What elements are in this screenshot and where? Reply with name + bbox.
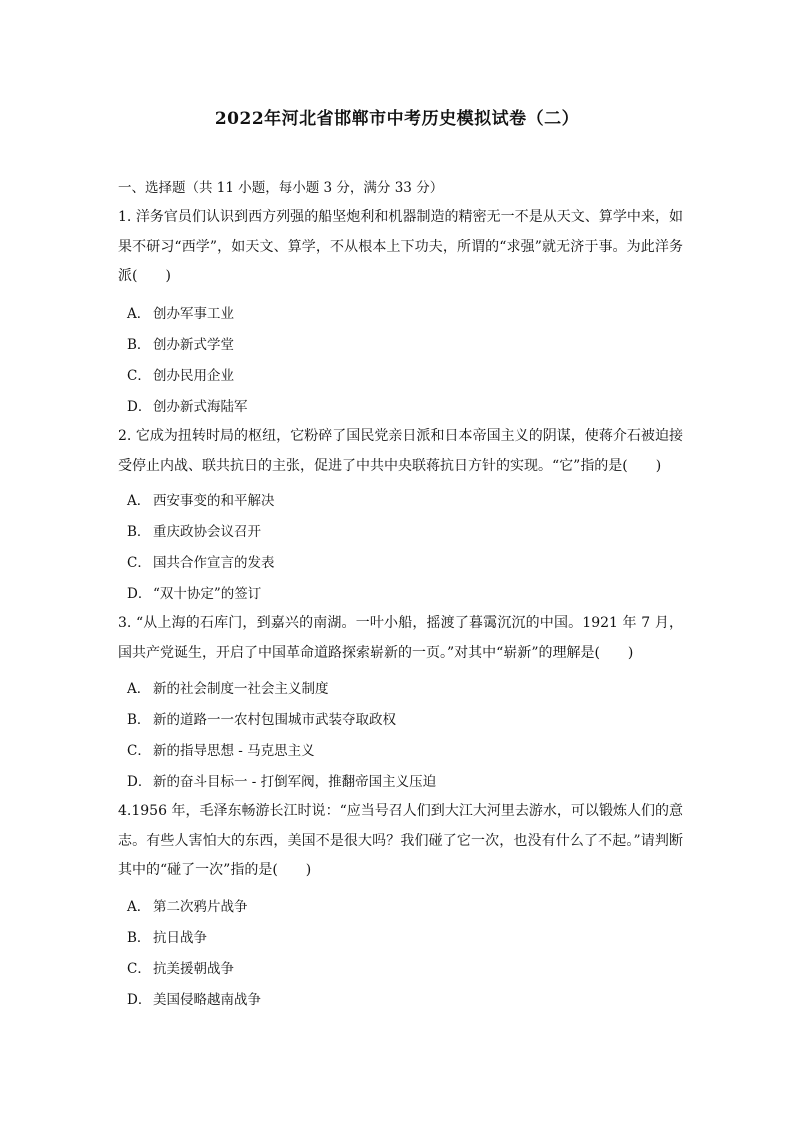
question-3-option-a[interactable] <box>127 677 329 697</box>
question-4-option-a[interactable] <box>127 895 248 915</box>
option-letter: D． <box>127 774 152 790</box>
option-text: 西安事变的和平解决 <box>153 493 275 509</box>
option-text: 第二次鸦片战争 <box>153 899 248 915</box>
option-letter: A． <box>127 681 151 697</box>
option-letter: A． <box>127 493 151 509</box>
question-1-option-d[interactable] <box>127 395 248 415</box>
option-letter: C． <box>127 743 151 759</box>
question-2-text: 2. 它成为扭转时局的枢纽，它粉碎了国民党亲日派和日本帝国主义的阴谋，使蒋介石被迫接受停止内战、联共抗日的主张，促进了中共中央联蒋抗日方针的实现。“它”指的是( ) <box>118 428 683 474</box>
question-2-option-b[interactable] <box>127 520 261 540</box>
option-letter: D． <box>127 586 152 602</box>
option-letter: C． <box>127 368 151 384</box>
option-text: 抗日战争 <box>153 930 207 946</box>
question-2-option-d[interactable] <box>127 582 261 602</box>
exam-title: 2022年河北省邯郸市中考历史模拟试卷（二） <box>214 109 580 129</box>
option-text: 创办民用企业 <box>153 368 234 384</box>
question-1-text: 1. 洋务官员们认识到西方列强的船坚炮利和机器制造的精密无一不是从天文、算学中来，如果不研习“西学”，如天文、算学，不从根本上下功夫，所谓的“求强”就无济于事。为此洋务派( ) <box>118 209 683 284</box>
question-3-option-b[interactable] <box>127 708 396 728</box>
option-text: 创办新式学堂 <box>153 337 234 353</box>
question-1-option-b[interactable] <box>127 333 234 353</box>
option-letter: A． <box>127 306 151 322</box>
option-text: 新的奋斗目标一 - 打倒军阀，推翻帝国主义压迫 <box>153 774 437 790</box>
option-letter: B． <box>127 930 151 946</box>
question-3-option-d[interactable] <box>127 770 436 790</box>
question-4-option-c[interactable] <box>127 957 234 977</box>
option-letter: B． <box>127 712 151 728</box>
option-letter: B． <box>127 524 151 540</box>
option-letter: A． <box>127 899 151 915</box>
option-text: 国共合作宣言的发表 <box>153 555 275 571</box>
option-text: 重庆政协会议召开 <box>153 524 261 540</box>
option-text: 新的指导思想 - 马克思主义 <box>153 743 315 759</box>
option-text: 美国侵略越南战争 <box>153 992 261 1008</box>
option-text: 创办新式海陆军 <box>153 399 248 415</box>
option-text: 新的道路一一农村包围城市武装夺取政权 <box>153 712 396 728</box>
question-3-option-c[interactable] <box>127 739 315 759</box>
question-2-option-a[interactable] <box>127 489 275 509</box>
option-text: 抗美援朝战争 <box>153 961 234 977</box>
option-letter: D． <box>127 992 152 1008</box>
option-text: “双十协定”的签订 <box>153 586 262 602</box>
question-4-option-b[interactable] <box>127 926 207 946</box>
option-text: 创办军事工业 <box>153 306 234 322</box>
option-text: 新的社会制度一社会主义制度 <box>153 681 329 697</box>
question-1-option-c[interactable] <box>127 364 234 384</box>
question-3-text: 3. “从上海的石库门，到嘉兴的南湖。一叶小船，摇渡了暮霭沉沉的中国。1921 年 7 月，国共产党诞生，开启了中国革命道路探索崭新的一页。”对其中“崭新”的理解是( ) <box>118 615 683 661</box>
option-letter: B． <box>127 337 151 353</box>
option-letter: D． <box>127 399 152 415</box>
question-4-option-d[interactable] <box>127 988 261 1008</box>
option-letter: C． <box>127 555 151 571</box>
section-heading: 一、选择题（共 11 小题，每小题 3 分，满分 33 分） <box>118 180 444 196</box>
option-letter: C． <box>127 961 151 977</box>
question-4-text: 4.1956 年，毛泽东畅游长江时说：“应当号召人们到大江大河里去游水，可以锻炼人们的意志。有些人害怕大的东西，美国不是很大吗？我们碰了它一次，也没有什么了不起。”请判断其中的“碰了一次”指的是( ) <box>118 803 683 878</box>
question-2-option-c[interactable] <box>127 551 275 571</box>
question-1-option-a[interactable] <box>127 302 234 322</box>
